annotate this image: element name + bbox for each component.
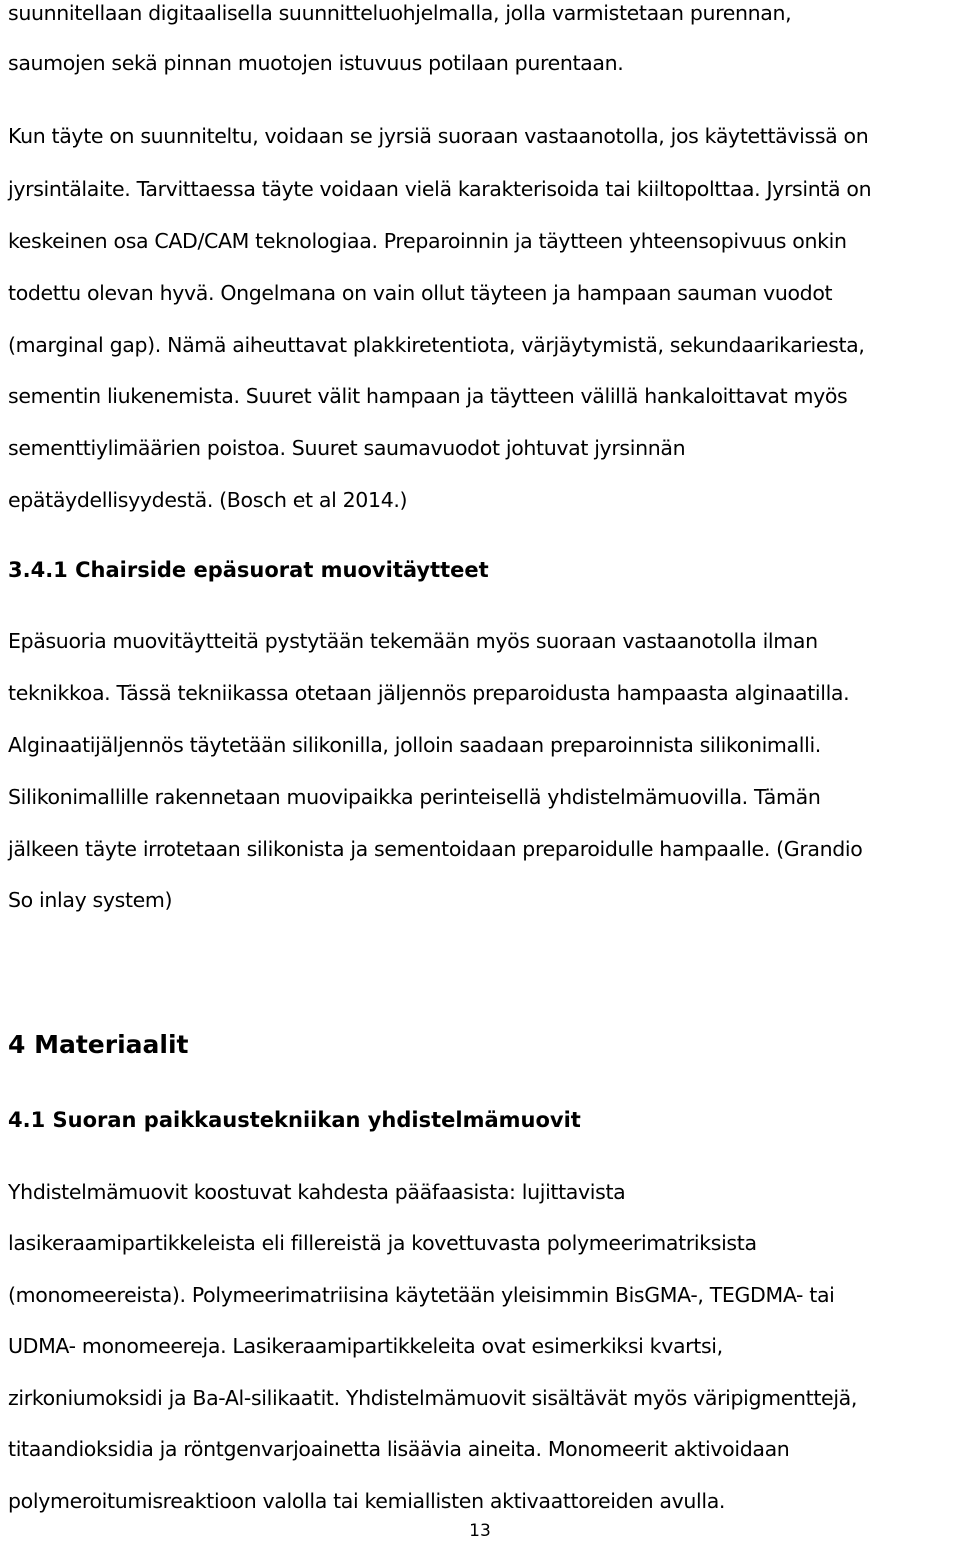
text-line: Alginaatijäljennös täytetään silikonilla, jolloin saadaan preparoinnista silikonimalli.	[8, 733, 821, 757]
text-line: lasikeraamipartikkeleista eli fillereistä ja kovettuvasta polymeerimatriksista	[8, 1231, 757, 1255]
section-heading: 4.1 Suoran paikkaustekniikan yhdistelmämuovit	[8, 1108, 581, 1132]
text-line: keskeinen osa CAD/CAM teknologiaa. Preparoinnin ja täytteen yhteensopivuus onkin	[8, 229, 847, 253]
text-line: UDMA- monomeereja. Lasikeraamipartikkeleita ovat esimerkiksi kvartsi,	[8, 1334, 723, 1358]
text-line: suunnitellaan digitaalisella suunnitteluohjelmalla, jolla varmistetaan purennan,	[8, 1, 792, 25]
text-line: Yhdistelmämuovit koostuvat kahdesta pääfaasista: lujittavista	[8, 1180, 626, 1204]
text-line: teknikkoa. Tässä tekniikassa otetaan jäljennös preparoidusta hampaasta alginaatilla.	[8, 681, 850, 705]
text-line: jälkeen täyte irrotetaan silikonista ja sementoidaan preparoidulle hampaalle. (Grandio	[8, 837, 863, 861]
text-line: (marginal gap). Nämä aiheuttavat plakkiretentiota, värjäytymistä, sekundaarikariesta,	[8, 333, 865, 357]
text-line: So inlay system)	[8, 888, 173, 912]
page-number: 13	[469, 1521, 491, 1541]
text-line: zirkoniumoksidi ja Ba-Al-silikaatit. Yhdistelmämuovit sisältävät myös väripigmenttejä,	[8, 1386, 858, 1410]
text-line: sementtiylimäärien poistoa. Suuret saumavuodot johtuvat jyrsinnän	[8, 436, 686, 460]
text-line: jyrsintälaite. Tarvittaessa täyte voidaan vielä karakterisoida tai kiiltopolttaa. Jyrsintä on	[8, 177, 872, 201]
text-line: sementin liukenemista. Suuret välit hampaan ja täytteen välillä hankaloittavat myös	[8, 384, 848, 408]
text-line: (monomeereista). Polymeerimatriisina käytetään yleisimmin BisGMA-, TEGDMA- tai	[8, 1283, 835, 1307]
text-line: Epäsuoria muovitäytteitä pystytään tekemään myös suoraan vastaanotolla ilman	[8, 629, 818, 653]
text-line: epätäydellisyydestä. (Bosch et al 2014.)	[8, 488, 408, 512]
chapter-heading: 4 Materiaalit	[8, 1030, 189, 1059]
text-line: polymeroitumisreaktioon valolla tai kemiallisten aktivaattoreiden avulla.	[8, 1489, 726, 1513]
section-heading: 3.4.1 Chairside epäsuorat muovitäytteet	[8, 558, 489, 582]
text-line: Silikonimallille rakennetaan muovipaikka perinteisellä yhdistelmämuovilla. Tämän	[8, 785, 821, 809]
text-line: todettu olevan hyvä. Ongelmana on vain ollut täyteen ja hampaan sauman vuodot	[8, 281, 833, 305]
text-line: saumojen sekä pinnan muotojen istuvuus potilaan purentaan.	[8, 51, 624, 75]
text-line: titaandioksidia ja röntgenvarjoainetta lisäävia aineita. Monomeerit aktivoidaan	[8, 1437, 790, 1461]
text-line: Kun täyte on suunniteltu, voidaan se jyrsiä suoraan vastaanotolla, jos käytettävissä on	[8, 124, 869, 148]
